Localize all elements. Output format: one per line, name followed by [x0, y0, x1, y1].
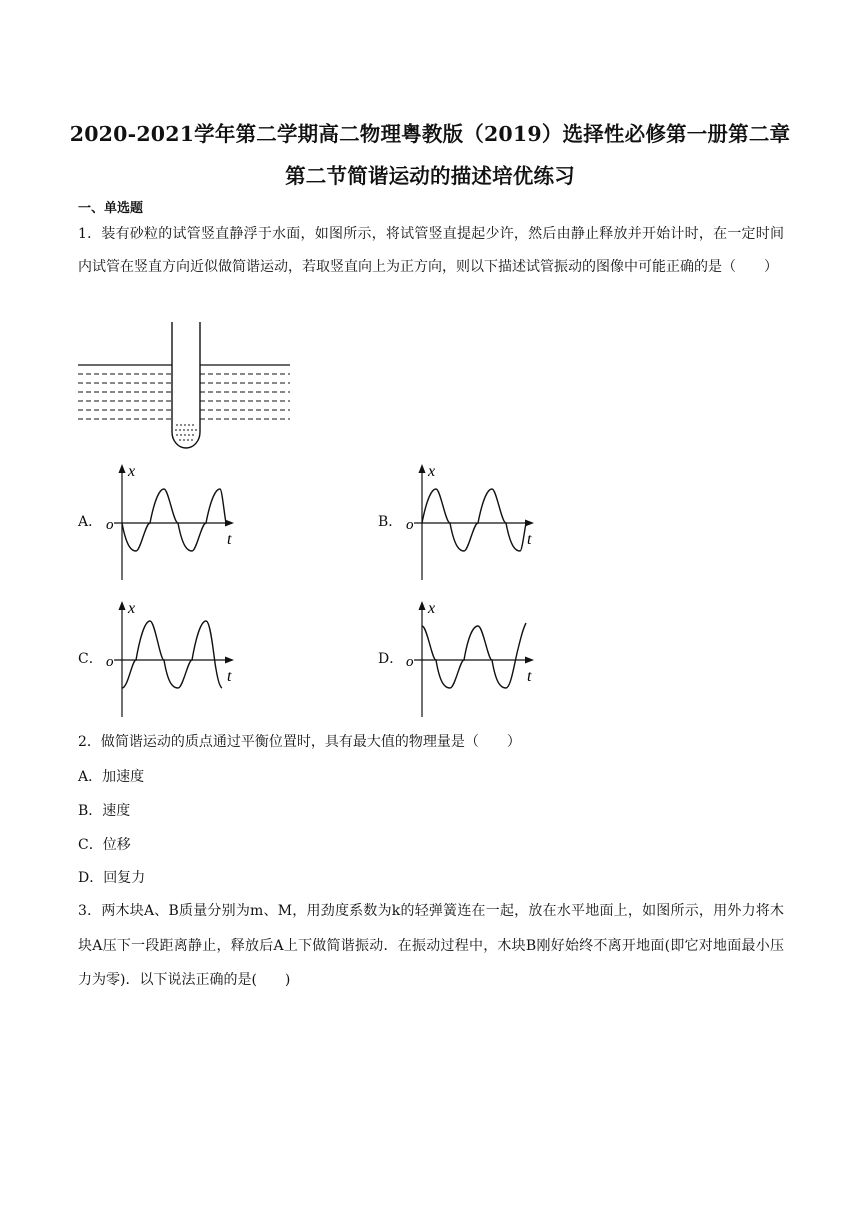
test-tube-in-water-icon [78, 322, 293, 452]
option-a-label: A． [78, 514, 103, 530]
option-c-curve [122, 621, 222, 688]
option-d-graph [404, 599, 544, 719]
origin-label: o [106, 654, 114, 670]
option-a-curve [122, 489, 226, 551]
section-heading: 一、单选题 [78, 201, 144, 216]
y-axis-label: x [428, 600, 436, 617]
y-axis-label: x [128, 463, 136, 480]
option-b-label: B． [378, 514, 403, 530]
y-axis-label: x [128, 600, 136, 617]
origin-label: o [106, 517, 114, 533]
x-axis-label: t [227, 668, 232, 685]
option-c-graph [104, 599, 244, 719]
x-axis-label: t [227, 531, 232, 548]
option-b-curve [422, 489, 526, 551]
question-2-option-c: C．位移 [78, 837, 131, 853]
origin-label: o [406, 517, 414, 533]
x-axis-label: t [527, 531, 532, 548]
option-d-label: D． [378, 651, 404, 667]
question-2-option-d: D．回复力 [78, 870, 146, 886]
question-1-stem: 1．装有砂粒的试管竖直静浮于水面，如图所示，将试管竖直提起少许，然后由静止释放并开始计时，在一定时间内试管在竖直方向近似做简谐运动，若取竖直向上为正方向，则以下描述试管振动的图像中可能正确的是（ ） [78, 226, 784, 275]
question-3-stem: 3．两木块A、B质量分别为m、M，用劲度系数为k的轻弹簧连在一起，放在水平地面上，如图所示，用外力将木块A压下一段距离静止，释放后A上下做简谐振动．在振动过程中，木块B刚好始终不离开地面(即它对地面最小压力为零)．以下说法正确的是( ) [78, 903, 784, 988]
y-axis-label: x [428, 463, 436, 480]
x-axis-label: t [527, 668, 532, 685]
option-a-graph [104, 462, 244, 582]
question-2-option-a: A．加速度 [78, 769, 145, 785]
option-c-label: C． [78, 651, 103, 667]
option-b-graph [404, 462, 544, 582]
question-2-stem: 2．做简谐运动的质点通过平衡位置时，具有最大值的物理量是（ ） [78, 734, 521, 750]
document-title-line-2: 第二节简谐运动的描述培优练习 [285, 164, 575, 188]
option-d-curve [422, 623, 526, 688]
origin-label: o [406, 654, 414, 670]
document-title-line-1: 2020-2021学年第二学期高二物理粤教版（2019）选择性必修第一册第二章 [69, 122, 791, 146]
question-2-option-b: B．速度 [78, 803, 131, 819]
